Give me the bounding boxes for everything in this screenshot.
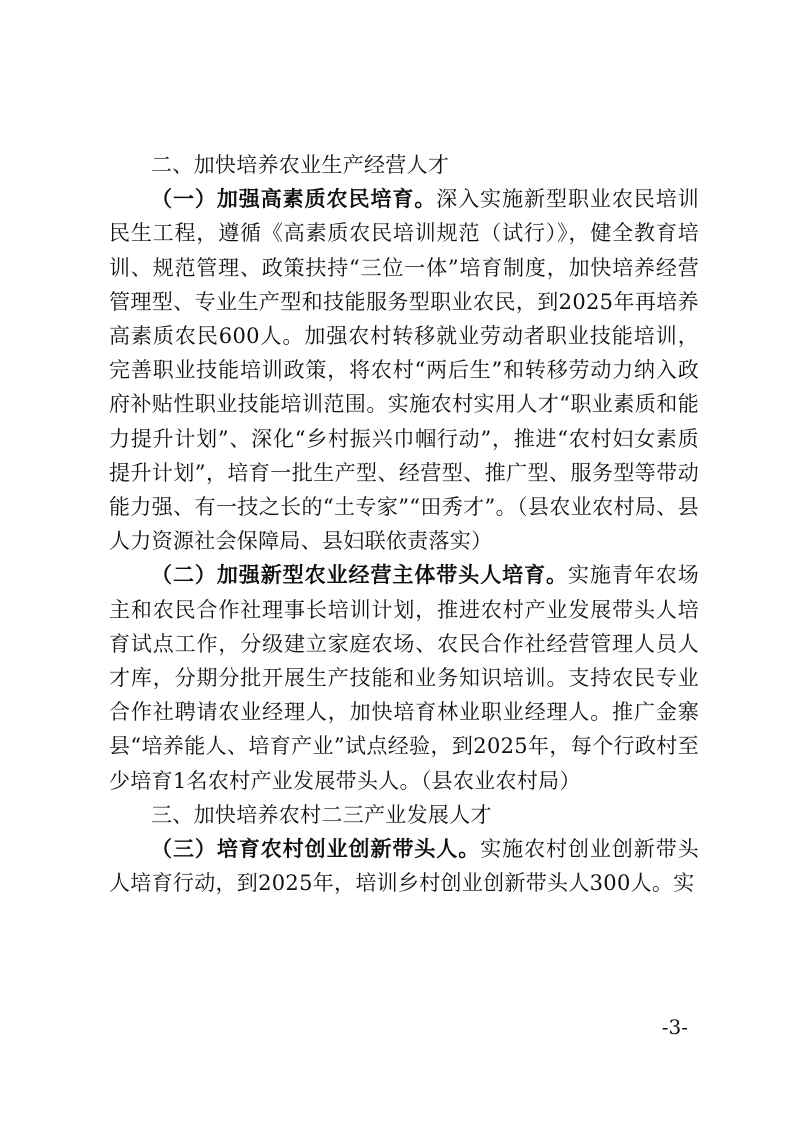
paragraph-2-body: 实施青年农场主和农民合作社理事长培训计划，推进农村产业发展带头人培育试点工作，分级建立家庭农场、农民合作社经营管理人员人才库，分期分批开展生产技能和业务知识培训。支持农民专业合作社聘请农业经理人，加快培育林业职业经理人。推广金寨县“培养能人、培育产业”试点经验，到2025年，每个行政村至少培育1名农村产业发展带头人。（县农业农村局）: [109, 563, 699, 793]
paragraph-2-lead: （二）加强新型农业经营主体带头人培育。: [151, 562, 568, 588]
paragraph-1-lead: （一）加强高素质农民培育。: [151, 186, 437, 212]
paragraph-1: [109, 182, 699, 558]
page-number: -3-: [661, 1015, 688, 1039]
paragraph-3-lead: （三）培育农村创业创新带头人。: [151, 836, 481, 862]
paragraph-3-body: 实施农村创业创新带头人培育行动，到2025年，培训乡村创业创新带头人300人。实: [109, 837, 699, 896]
section-heading-2: 二、加快培养农业生产经营人才: [151, 153, 450, 177]
paragraph-1-body: 深入实施新型职业农民培训民生工程，遵循《高素质农民培训规范（试行）》，健全教育培训、规范管理、政策扶持“三位一体”培育制度，加快培养经营管理型、专业生产型和技能服务型职业农民，到2025年再培养高素质农民600人。加强农村转移就业劳动者职业技能培训，完善职业技能培训政策，将农村“两后生”和转移劳动力纳入政府补贴性职业技能培训范围。实施农村实用人才“职业素质和能力提升计划”、深化“乡村振兴巾帼行动”，推进“农村妇女素质提升计划”，培育一批生产型、经营型、推广型、服务型等带动能力强、有一技之长的“土专家”“田秀才”。（县农业农村局、县人力资源社会保障局、县妇联依责落实）: [109, 187, 699, 554]
paragraph-3: [109, 832, 699, 900]
section-heading-3: 三、加快培养农村二三产业发展人才: [151, 802, 492, 827]
document-body: [109, 148, 699, 900]
paragraph-2: [109, 558, 699, 797]
